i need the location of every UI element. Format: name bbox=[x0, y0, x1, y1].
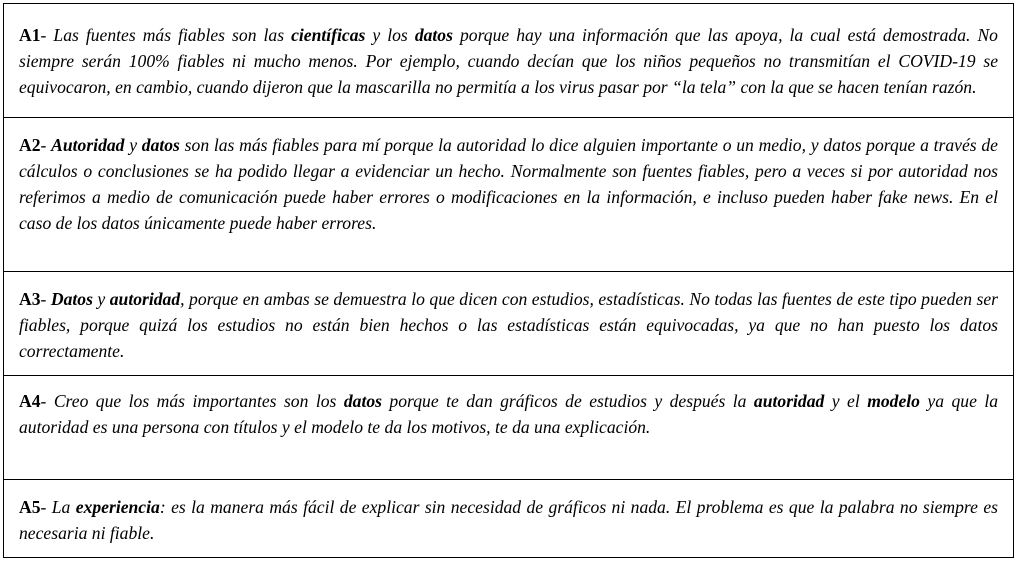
response-text: porque hay una información que las apoya, la cual está demostrada. No siempre serán 100% fiables ni mucho menos. Por ejemplo, cuando decían que los niños pequeños no transmitían el COVID-19 se equivocaron, en cambio, cuando dijeron que la mascarilla no permitía a los virus pasar por “la tela” con la que se hacen tenían razón. bbox=[19, 25, 998, 97]
response-cell bbox=[4, 4, 1014, 118]
response-keyword: Autoridad bbox=[51, 135, 125, 155]
response-text: - Las fuentes más fiables son las bbox=[40, 25, 292, 45]
response-code: A2 bbox=[19, 135, 41, 155]
response-text: - bbox=[40, 289, 51, 309]
table-row bbox=[4, 480, 1014, 558]
response-cell bbox=[4, 480, 1014, 558]
response-cell bbox=[4, 118, 1014, 272]
table-row bbox=[4, 272, 1014, 376]
response-text: , porque en ambas se demuestra lo que dicen con estudios, estadísticas. No todas las fuentes de este tipo pueden ser fiables, porque quizá los estudios no están bien hechos o las estadísticas están equivocadas, ya que no han puesto los datos correctamente. bbox=[19, 289, 998, 361]
response-text: - Creo que los más importantes son los bbox=[40, 391, 344, 411]
table-row bbox=[4, 376, 1014, 480]
response-text: son las más fiables para mí porque la autoridad lo dice alguien importante o un medio, y datos porque a través de cálculos o conclusiones se ha podido llegar a evidenciar un hecho. Normalmente son fuentes fiables, pero a veces si por autoridad nos referimos a medio de comunicación puede haber errores o modificaciones en la información, e incluso pueden haber fake news. En el caso de los datos únicamente puede haber errores. bbox=[19, 135, 998, 233]
response-code: A4 bbox=[19, 391, 41, 411]
response-code: A5 bbox=[19, 497, 41, 517]
response-text: y bbox=[92, 289, 110, 309]
table-row bbox=[4, 118, 1014, 272]
response-cell bbox=[4, 376, 1014, 480]
response-text: y los bbox=[365, 25, 415, 45]
response-keyword: datos bbox=[141, 135, 180, 155]
responses-table bbox=[3, 3, 1014, 558]
response-keyword: autoridad bbox=[109, 289, 181, 309]
response-keyword: Datos bbox=[50, 289, 93, 309]
response-text: ya que la autoridad es una persona con títulos y el modelo te da los motivos, te da una explicación. bbox=[19, 391, 999, 437]
response-code: A3 bbox=[19, 289, 41, 309]
response-text: : es la manera más fácil de explicar sin necesidad de gráficos ni nada. El problema es que la palabra no siempre es necesaria ni fiable. bbox=[19, 497, 998, 543]
responses-table-body bbox=[4, 4, 1014, 558]
table-row bbox=[4, 4, 1014, 118]
response-keyword: datos bbox=[414, 25, 453, 45]
response-text: y el bbox=[824, 391, 868, 411]
response-cell bbox=[4, 272, 1014, 376]
response-keyword: modelo bbox=[867, 391, 920, 411]
response-keyword: datos bbox=[343, 391, 382, 411]
response-code: A1 bbox=[19, 25, 41, 45]
response-text: porque te dan gráficos de estudios y después la bbox=[381, 391, 754, 411]
response-keyword: autoridad bbox=[753, 391, 825, 411]
response-keyword: experiencia bbox=[75, 497, 160, 517]
response-text: y bbox=[124, 135, 142, 155]
response-text: - La bbox=[40, 497, 76, 517]
response-text: - bbox=[40, 135, 52, 155]
response-keyword: científicas bbox=[291, 25, 366, 45]
